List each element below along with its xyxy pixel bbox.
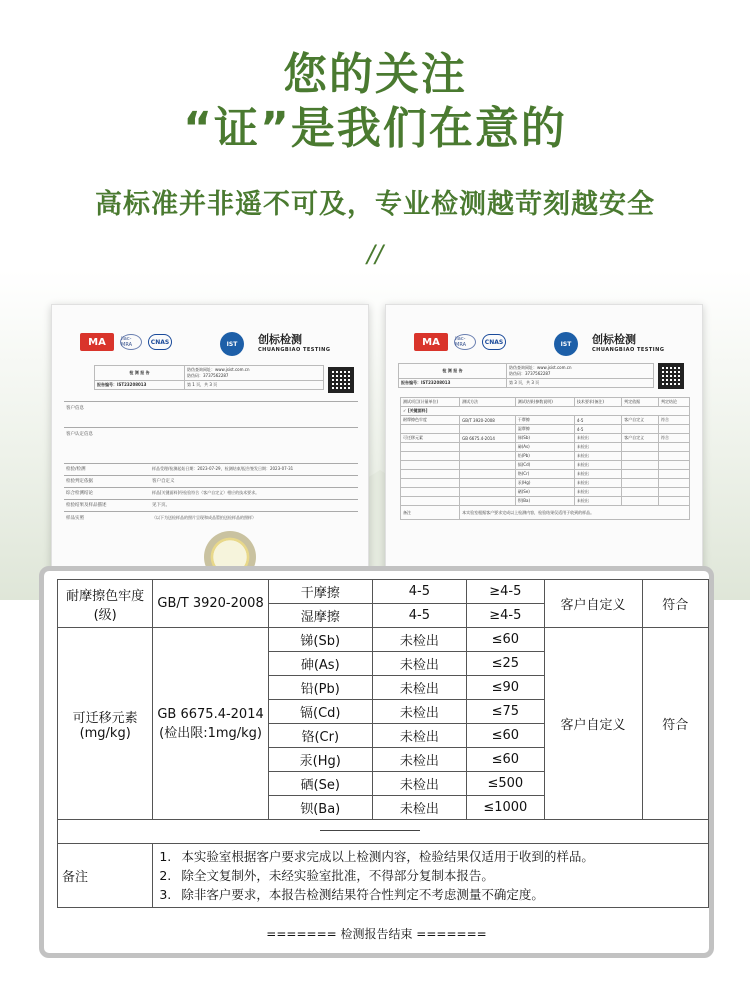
- element-result: 未检出: [372, 652, 466, 676]
- rub-req: ≥4-5: [467, 604, 545, 628]
- result-mini-table: [400, 397, 690, 520]
- mini-mig-method: GB 6675.4-2014: [460, 434, 516, 443]
- element-req: ≤60: [467, 628, 545, 652]
- note-item: [159, 885, 702, 904]
- blank-row: [58, 820, 709, 844]
- row-label: 检验结果及样品描述: [66, 503, 107, 508]
- divider: [64, 499, 358, 500]
- page-number: 第 3 页，共 3 页: [507, 379, 654, 388]
- rub-basis: 客户自定义: [544, 580, 642, 628]
- zoomed-report-panel: [39, 566, 714, 958]
- ilac-logo-icon: ilac-MRA: [120, 334, 142, 350]
- mini-cell: 未检出: [574, 443, 621, 452]
- note-text: 本实验室根据客户要求完成以上检测内容，检验结果仅适用于收到的样品。: [181, 849, 594, 864]
- mini-cell: 客户自定义: [622, 416, 659, 425]
- report-title: 检 测 报 告: [399, 364, 507, 379]
- element-result: 未检出: [372, 628, 466, 652]
- element-result: 未检出: [372, 748, 466, 772]
- element-name: 铬(Cr): [268, 724, 372, 748]
- header-cell: 技术要求(备注): [574, 398, 621, 407]
- note-number: 3.: [159, 887, 172, 902]
- test-standard: 客户自定义: [152, 479, 175, 484]
- page-number: 第 1 页，共 3 页: [185, 381, 324, 390]
- element-req: ≤500: [467, 772, 545, 796]
- mini-cell: 未检出: [574, 479, 621, 488]
- mig-limit: (检出限:1mg/kg): [159, 725, 262, 741]
- query-site: 防伪查询网址：www.jsist.com.cn: [187, 367, 250, 372]
- query-info: [185, 366, 324, 381]
- cnas-logo-icon: CNAS: [148, 334, 172, 350]
- mig-method: GB 6675.4-2014: [157, 706, 264, 722]
- brand-subtitle: CHUANGBIAO TESTING: [258, 347, 331, 353]
- dash-line: [320, 830, 420, 831]
- qr-code-icon: [328, 367, 354, 393]
- header-cell: 测试方法: [460, 398, 516, 407]
- note-item: [159, 847, 702, 866]
- mig-item-cell: [58, 628, 153, 820]
- element-req: ≤60: [467, 748, 545, 772]
- element-req: ≤25: [467, 652, 545, 676]
- rub-result: 4-5: [372, 604, 466, 628]
- element-name: 镉(Cd): [268, 700, 372, 724]
- mini-cell: 干摩擦: [515, 416, 574, 425]
- row-label: 综合检测结论: [66, 491, 93, 496]
- element-name: 硒(Se): [268, 772, 372, 796]
- report-page-3: [385, 304, 703, 594]
- mini-mig-item: 可迁移元素: [401, 434, 460, 443]
- element-name: 铅(Pb): [268, 676, 372, 700]
- mini-remark-label: 备注: [401, 506, 460, 520]
- rub-result: 4-5: [372, 580, 466, 604]
- element-req: ≤1000: [467, 796, 545, 820]
- mini-cell: 4-5: [574, 425, 621, 434]
- query-info: [507, 364, 654, 379]
- row-label: 检验判定依据: [66, 479, 93, 484]
- divider: [64, 475, 358, 476]
- element-name: 锑(Sb): [268, 628, 372, 652]
- mini-cell: 未检出: [574, 434, 621, 443]
- row-label: 客户认定信息: [66, 432, 93, 437]
- mini-cell: 4-5: [574, 416, 621, 425]
- query-code: 防伪码：3737562287: [187, 373, 229, 378]
- mini-cell: 未检出: [574, 470, 621, 479]
- mini-cell: 砷(As): [515, 443, 574, 452]
- mig-method-cell: [153, 628, 268, 820]
- qr-code-icon: [658, 363, 684, 389]
- mini-cell: 湿摩擦: [515, 425, 574, 434]
- row-label: 检验/检测: [66, 467, 86, 472]
- element-req: ≤90: [467, 676, 545, 700]
- zoomed-result-table: [57, 579, 709, 908]
- mini-cell: 铅(Pb): [515, 452, 574, 461]
- rub-verdict: 符合: [642, 580, 708, 628]
- rub-req: ≥4-5: [467, 580, 545, 604]
- brand-name: 创标检测: [258, 333, 302, 346]
- header-cell: 测试项目(计量单位): [401, 398, 460, 407]
- element-result: 未检出: [372, 700, 466, 724]
- ilac-logo-icon: ilac-MRA: [454, 334, 476, 350]
- section-label: ✓ [关键面料]: [401, 407, 690, 416]
- element-result: 未检出: [372, 772, 466, 796]
- remark-label: 备注: [58, 844, 153, 908]
- divider: [64, 463, 358, 464]
- slash-divider: //: [366, 240, 384, 268]
- cert-logos: [414, 333, 506, 351]
- report-end-text: ======= 检测报告结束 =======: [266, 927, 487, 941]
- row-label: 客户信息: [66, 406, 84, 411]
- test-conclusion: 样品[关键面料]经检验符合（客户自定义）相应的技术要求。: [152, 490, 260, 495]
- rub-name: 干摩擦: [268, 580, 372, 604]
- mini-cell: 钡(Ba): [515, 497, 574, 506]
- notes-cell: [153, 844, 709, 908]
- element-req: ≤75: [467, 700, 545, 724]
- mig-basis: 客户自定义: [544, 628, 642, 820]
- row-label: 样品实照: [66, 516, 84, 521]
- mini-cell: 硒(Se): [515, 488, 574, 497]
- mig-verdict: 符合: [642, 628, 708, 820]
- mini-cell: 未检出: [574, 497, 621, 506]
- mini-cell: 未检出: [574, 452, 621, 461]
- report-number: 报告编号：IST23208013: [95, 381, 185, 390]
- element-name: 钡(Ba): [268, 796, 372, 820]
- rub-name: 湿摩擦: [268, 604, 372, 628]
- brand-name: 创标检测: [592, 333, 636, 346]
- cert-logos: [80, 333, 172, 351]
- mini-cell: 铬(Cr): [515, 470, 574, 479]
- element-req: ≤60: [467, 724, 545, 748]
- mini-rub-method: GB/T 3920-2008: [460, 416, 516, 425]
- mini-cell: 未检出: [574, 461, 621, 470]
- photo-note: （以下为送检样品的照片呈现和成品暂拍送检样品的照样）: [152, 515, 256, 520]
- element-name: 砷(As): [268, 652, 372, 676]
- rub-unit: (级): [93, 607, 117, 623]
- test-dates: 样品受理/检测起始日期：2023-07-29，检测结束/报告签发日期：2023-07-31: [152, 466, 294, 471]
- element-result: 未检出: [372, 676, 466, 700]
- brand-subtitle: CHUANGBIAO TESTING: [592, 347, 665, 353]
- mini-cell: 镉(Cd): [515, 461, 574, 470]
- note-number: 1.: [159, 849, 172, 864]
- mini-cell: 未检出: [574, 488, 621, 497]
- headline-line2: “证”是我们在意的: [183, 103, 567, 154]
- cma-logo-icon: MA: [414, 333, 448, 351]
- report-header-table: [94, 365, 324, 390]
- divider: [64, 487, 358, 488]
- mini-cell: 符合: [659, 434, 690, 443]
- report-page-1: [51, 304, 369, 594]
- element-name: 汞(Hg): [268, 748, 372, 772]
- note-item: [159, 866, 702, 885]
- rub-method: GB/T 3920-2008: [153, 580, 268, 628]
- mini-cell: 客户自定义: [622, 434, 659, 443]
- mini-cell: 汞(Hg): [515, 479, 574, 488]
- cma-logo-icon: MA: [80, 333, 114, 351]
- ist-logo-icon: IST: [220, 332, 244, 356]
- note-number: 2.: [159, 868, 172, 883]
- note-text: 除全文复制外，未经实验室批准，不得部分复制本报告。: [181, 868, 494, 883]
- cnas-logo-icon: CNAS: [482, 334, 506, 350]
- mini-rub-item: 耐摩擦色牢度: [401, 416, 460, 425]
- note-text: 除非客户要求，本报告检测结果符合性判定不考虑测量不确定度。: [181, 887, 544, 902]
- divider: [64, 401, 358, 402]
- rub-item-cell: [58, 580, 153, 628]
- report-number: 报告编号：IST23208013: [399, 379, 507, 388]
- report-header-table: [398, 363, 654, 388]
- element-result: 未检出: [372, 724, 466, 748]
- report-title: 检 测 报 告: [95, 366, 185, 381]
- header-cell: 判定结论: [659, 398, 690, 407]
- header-cell: 测试结果(参数说明): [515, 398, 574, 407]
- ist-logo-icon: IST: [554, 332, 578, 356]
- query-code: 防伪码：3737562287: [509, 371, 551, 376]
- header-cell: 判定依据: [622, 398, 659, 407]
- rub-item: 耐摩擦色牢度: [66, 588, 145, 604]
- mini-cell: 锑(Sb): [515, 434, 574, 443]
- mig-unit: (mg/kg): [79, 725, 131, 741]
- element-result: 未检出: [372, 796, 466, 820]
- mini-note: 本实验室根据客户要求完成以上检测内容，检验结果仅适用于收到的样品。: [460, 506, 690, 520]
- divider: [64, 511, 358, 512]
- see-next: 见下页。: [152, 503, 170, 508]
- headline-line1: 您的关注: [283, 49, 467, 100]
- query-site: 防伪查询网址：www.jsist.com.cn: [509, 365, 572, 370]
- mini-cell: 符合: [659, 416, 690, 425]
- divider: [64, 427, 358, 428]
- headline-subtitle: 高标准并非遥不可及，专业检测越苛刻越安全: [95, 189, 655, 220]
- mig-item: 可迁移元素: [72, 710, 138, 726]
